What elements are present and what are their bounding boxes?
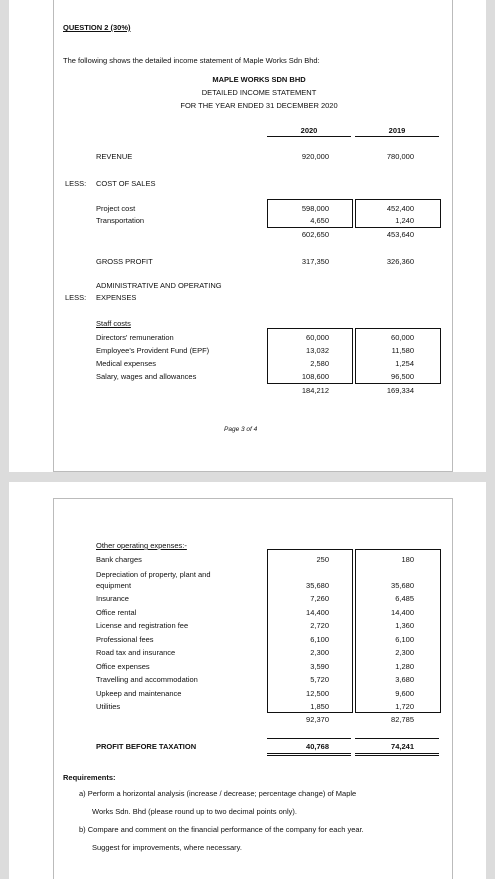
staff-costs-label: Staff costs xyxy=(96,319,131,328)
staff-item-2020: 13,032 xyxy=(306,346,329,355)
total-rule xyxy=(267,738,351,739)
other-item-2020: 12,500 xyxy=(306,689,329,698)
other-item-2019: 1,360 xyxy=(395,621,414,630)
page-footer: Page 3 of 4 xyxy=(224,426,258,433)
other-item-2020: 5,720 xyxy=(310,675,329,684)
cost-total-2019: 453,640 xyxy=(386,230,414,239)
other-item-2019: 180 xyxy=(401,555,414,564)
staff-item-2019: 96,500 xyxy=(391,372,414,381)
staff-total-2020: 184,212 xyxy=(301,386,329,395)
gross-profit-2020: 317,350 xyxy=(301,257,329,266)
staff-item-2019: 60,000 xyxy=(391,333,414,342)
requirement-b-cont: Suggest for improvements, where necessary. xyxy=(92,843,242,852)
page-border xyxy=(53,498,54,879)
staff-item-2019: 11,580 xyxy=(391,346,414,355)
staff-total-2019: 169,334 xyxy=(386,386,414,395)
other-item-label: Depreciation of property, plant and xyxy=(96,570,211,579)
profit-before-tax-label: PROFIT BEFORE TAXATION xyxy=(96,742,197,751)
cost-item-2019: 1,240 xyxy=(395,216,414,225)
staff-item-2020: 2,580 xyxy=(310,359,329,368)
page-border xyxy=(53,498,453,499)
requirements-label: Requirements: xyxy=(63,773,116,782)
question-title: QUESTION 2 (30%) xyxy=(63,23,131,32)
other-item-2019: 35,680 xyxy=(391,581,414,590)
page-border xyxy=(452,0,453,472)
other-expenses-label: Other operating expenses:- xyxy=(96,541,187,550)
other-item-2020: 1,850 xyxy=(310,702,329,711)
other-item-label: Upkeep and maintenance xyxy=(96,689,182,698)
other-item-2019: 1,720 xyxy=(395,702,414,711)
other-total-2020: 92,370 xyxy=(306,715,329,724)
cost-item-2020: 598,000 xyxy=(301,204,329,213)
header-underline xyxy=(355,136,439,137)
document-page-4 xyxy=(9,482,486,879)
other-item-2019: 6,100 xyxy=(395,635,414,644)
header-underline xyxy=(267,136,351,137)
gross-profit-2019: 326,360 xyxy=(386,257,414,266)
other-item-2019: 6,485 xyxy=(395,594,414,603)
other-item-label: equipment xyxy=(96,581,132,590)
other-item-2019: 1,280 xyxy=(395,662,414,671)
page-border xyxy=(53,471,453,472)
other-item-2019: 2,300 xyxy=(395,648,414,657)
other-item-label: Professional fees xyxy=(96,635,154,644)
other-item-2019: 3,680 xyxy=(395,675,414,684)
less-label: LESS: xyxy=(65,293,87,302)
other-item-2020: 6,100 xyxy=(310,635,329,644)
other-item-2020: 2,300 xyxy=(310,648,329,657)
profit-before-tax-2020: 40,768 xyxy=(306,742,329,751)
page-border xyxy=(452,498,453,879)
cost-of-sales-label: COST OF SALES xyxy=(96,179,156,188)
cost-item-2020: 4,650 xyxy=(310,216,329,225)
cost-total-2020: 602,650 xyxy=(301,230,329,239)
intro-text: The following shows the detailed income statement of Maple Works Sdn Bhd: xyxy=(63,56,320,65)
cost-item-label: Project cost xyxy=(96,204,136,213)
profit-before-tax-2019: 74,241 xyxy=(391,742,414,751)
requirement-a-cont: Works Sdn. Bhd (please round up to two decimal points only). xyxy=(92,807,297,816)
statement-title: DETAILED INCOME STATEMENT xyxy=(201,88,317,97)
double-rule xyxy=(355,755,439,756)
other-item-2020: 35,680 xyxy=(306,581,329,590)
other-item-2020: 250 xyxy=(316,555,329,564)
other-item-label: Insurance xyxy=(96,594,129,603)
requirement-b: b) Compare and comment on the financial performance of the company for each year. xyxy=(79,825,364,834)
staff-item-label: Directors' remuneration xyxy=(96,333,174,342)
statement-period: FOR THE YEAR ENDED 31 DECEMBER 2020 xyxy=(180,101,338,110)
staff-item-2019: 1,254 xyxy=(395,359,414,368)
other-item-2019: 9,600 xyxy=(395,689,414,698)
double-rule xyxy=(267,753,351,754)
other-item-2020: 2,720 xyxy=(310,621,329,630)
other-item-2020: 3,590 xyxy=(310,662,329,671)
other-total-2019: 82,785 xyxy=(391,715,414,724)
less-label: LESS: xyxy=(65,179,87,188)
other-item-2020: 7,260 xyxy=(310,594,329,603)
admin-label: ADMINISTRATIVE AND OPERATING xyxy=(96,281,222,290)
document-page-3 xyxy=(9,0,486,472)
other-item-label: Travelling and accommodation xyxy=(96,675,198,684)
staff-item-label: Medical expenses xyxy=(96,359,157,368)
other-item-label: Bank charges xyxy=(96,555,142,564)
admin-label: EXPENSES xyxy=(96,293,137,302)
staff-item-label: Employee's Provident Fund (EPF) xyxy=(96,346,210,355)
other-item-label: License and registration fee xyxy=(96,621,189,630)
double-rule xyxy=(267,755,351,756)
revenue-2020: 920,000 xyxy=(301,152,329,161)
revenue-label: REVENUE xyxy=(96,152,133,161)
cost-item-2019: 452,400 xyxy=(386,204,414,213)
other-item-2019: 14,400 xyxy=(391,608,414,617)
other-item-label: Office rental xyxy=(96,608,137,617)
year-2019-header: 2019 xyxy=(388,126,406,135)
other-item-label: Office expenses xyxy=(96,662,150,671)
year-2020-header: 2020 xyxy=(300,126,318,135)
other-item-2020: 14,400 xyxy=(306,608,329,617)
double-rule xyxy=(355,753,439,754)
staff-item-2020: 108,600 xyxy=(301,372,329,381)
gross-profit-label: GROSS PROFIT xyxy=(96,257,153,266)
revenue-2019: 780,000 xyxy=(386,152,414,161)
company-name: MAPLE WORKS SDN BHD xyxy=(212,75,306,84)
requirement-a: a) Perform a horizontal analysis (increase / decrease; percentage change) of Maple xyxy=(79,789,357,798)
other-item-label: Road tax and insurance xyxy=(96,648,176,657)
cost-item-label: Transportation xyxy=(96,216,145,225)
page-border xyxy=(53,0,54,472)
staff-item-label: Salary, wages and allowances xyxy=(96,372,197,381)
staff-item-2020: 60,000 xyxy=(306,333,329,342)
other-item-label: Utilities xyxy=(96,702,121,711)
total-rule xyxy=(355,738,439,739)
